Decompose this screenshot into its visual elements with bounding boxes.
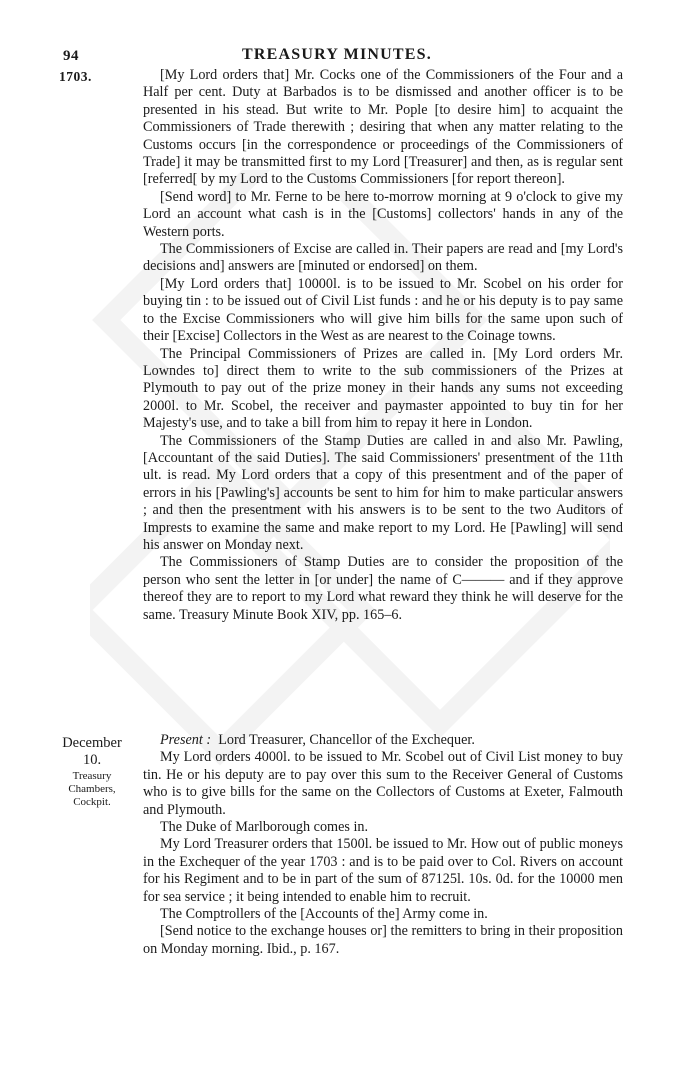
date-margin-note (52, 735, 132, 809)
margin-date: December (62, 735, 122, 751)
paragraph: The Duke of Marlborough comes in. (160, 819, 369, 836)
paragraph: The Commissioners of the Stamp Duties are called in and also Mr. Pawling, [Accountant of the said Duties]. The said Commissioners' presentment of the 11th ult. is read. My Lord orders that a copy of this presentment and of the paper of errors in his [Pawling's] accounts be sent to him for him to make particular answers ; and then the presentment with his answers is to be sent to the two Auditors of Imprests to examine the same and make report to my Lord. He [Pawling] will send his answer on Monday next. (143, 432, 623, 553)
section-1 (143, 67, 623, 624)
paragraph: [My Lord orders that] Mr. Cocks one of the Commissioners of the Four and a Half per cent. Duty at Barbados is to be dismissed and another officer is to be presented in his stead. But write to Mr. Pople [to desire him] to acquaint the Commissioners of Trade therewith ; desiring that when any matter relating to the Customs occurs [in the correspondence or proceedings of the Commissioners of Trade] it may be transmitted first to my Lord [Treasurer] and then, as is regular sent [referred[ by my Lord to the Customs Commissioners [for report thereon]. (143, 67, 623, 188)
paragraph: The Comptrollers of the [Accounts of the] Army come in. (160, 906, 488, 923)
page-number: 94 (63, 48, 79, 64)
paragraph: [My Lord orders that] 10000l. is to be issued to Mr. Scobel on his order for buying tin : to be issued out of Civil List funds : and he or his deputy is to pay same to the Excise Commissioners who will give him bills for the same upon such of their [Excise] Collectors in the West as are nearest to the Coinage towns. (143, 275, 623, 345)
present-text: Lord Treasurer, Chancellor of the Exchequer. (218, 732, 475, 748)
paragraph: [Send notice to the exchange houses or] the remitters to bring in their proposition on Monday morning. Ibid., p. 167. (143, 923, 623, 957)
paragraph: The Commissioners of Stamp Duties are to consider the proposition of the person who sent the letter in [or under] the name of C——— and if they approve thereof they are to report to my Lord what reward they think he will deserve for the same. Treasury Minute Book XIV, pp. 165–6. (143, 554, 623, 623)
paragraph: My Lord orders 4000l. to be issued to Mr. Scobel out of Civil List money to buy tin. He or his deputy are to pay over this sum to the Receiver General of Customs who is to give bills for the same on the Collectors of Customs at Exeter, Falmouth and Plymouth. (143, 749, 623, 818)
section-2 (143, 732, 623, 958)
margin-place (52, 770, 132, 809)
paragraph: [Send word] to Mr. Ferne to be here to-morrow morning at 9 o'clock to give my Lord an account what cash is in the [Customs] collectors' hands in any of the Western ports. (143, 188, 623, 240)
year-margin-note: 1703. (59, 69, 92, 84)
present-label: Present : (160, 732, 212, 748)
margin-place-line: Cockpit. (73, 796, 111, 808)
margin-place-line: Chambers, (68, 783, 116, 795)
margin-place-line: Treasury (72, 770, 112, 782)
present-line (143, 732, 623, 749)
paragraph: The Commissioners of Excise are called in. Their papers are read and [my Lord's decisions and] answers are [minuted or endorsed] on them. (143, 241, 623, 275)
paragraph: The Principal Commissioners of Prizes are called in. [My Lord orders Mr. Lowndes to] direct them to write to the sub commissioners of the Prizes at Plymouth to pay out of the prize money in their hands any sums not exceeding 2000l. to Mr. Scobel, the receiver and paymaster appointed to buy tin for her Majesty's use, and to take a bill from him to repay it here in London. (143, 345, 623, 432)
running-head: TREASURY MINUTES. (242, 46, 432, 63)
paragraph: My Lord Treasurer orders that 1500l. be issued to Mr. How out of public moneys in the Exchequer of the year 1703 : and is to be paid over to Col. Rivers on account for his Regiment and to be in part of the sum of 87125l. 10s. 0d. for the 10000 men for sea service ; it being intended to enable him to recruit. (143, 836, 623, 905)
margin-day: 10. (82, 752, 102, 768)
